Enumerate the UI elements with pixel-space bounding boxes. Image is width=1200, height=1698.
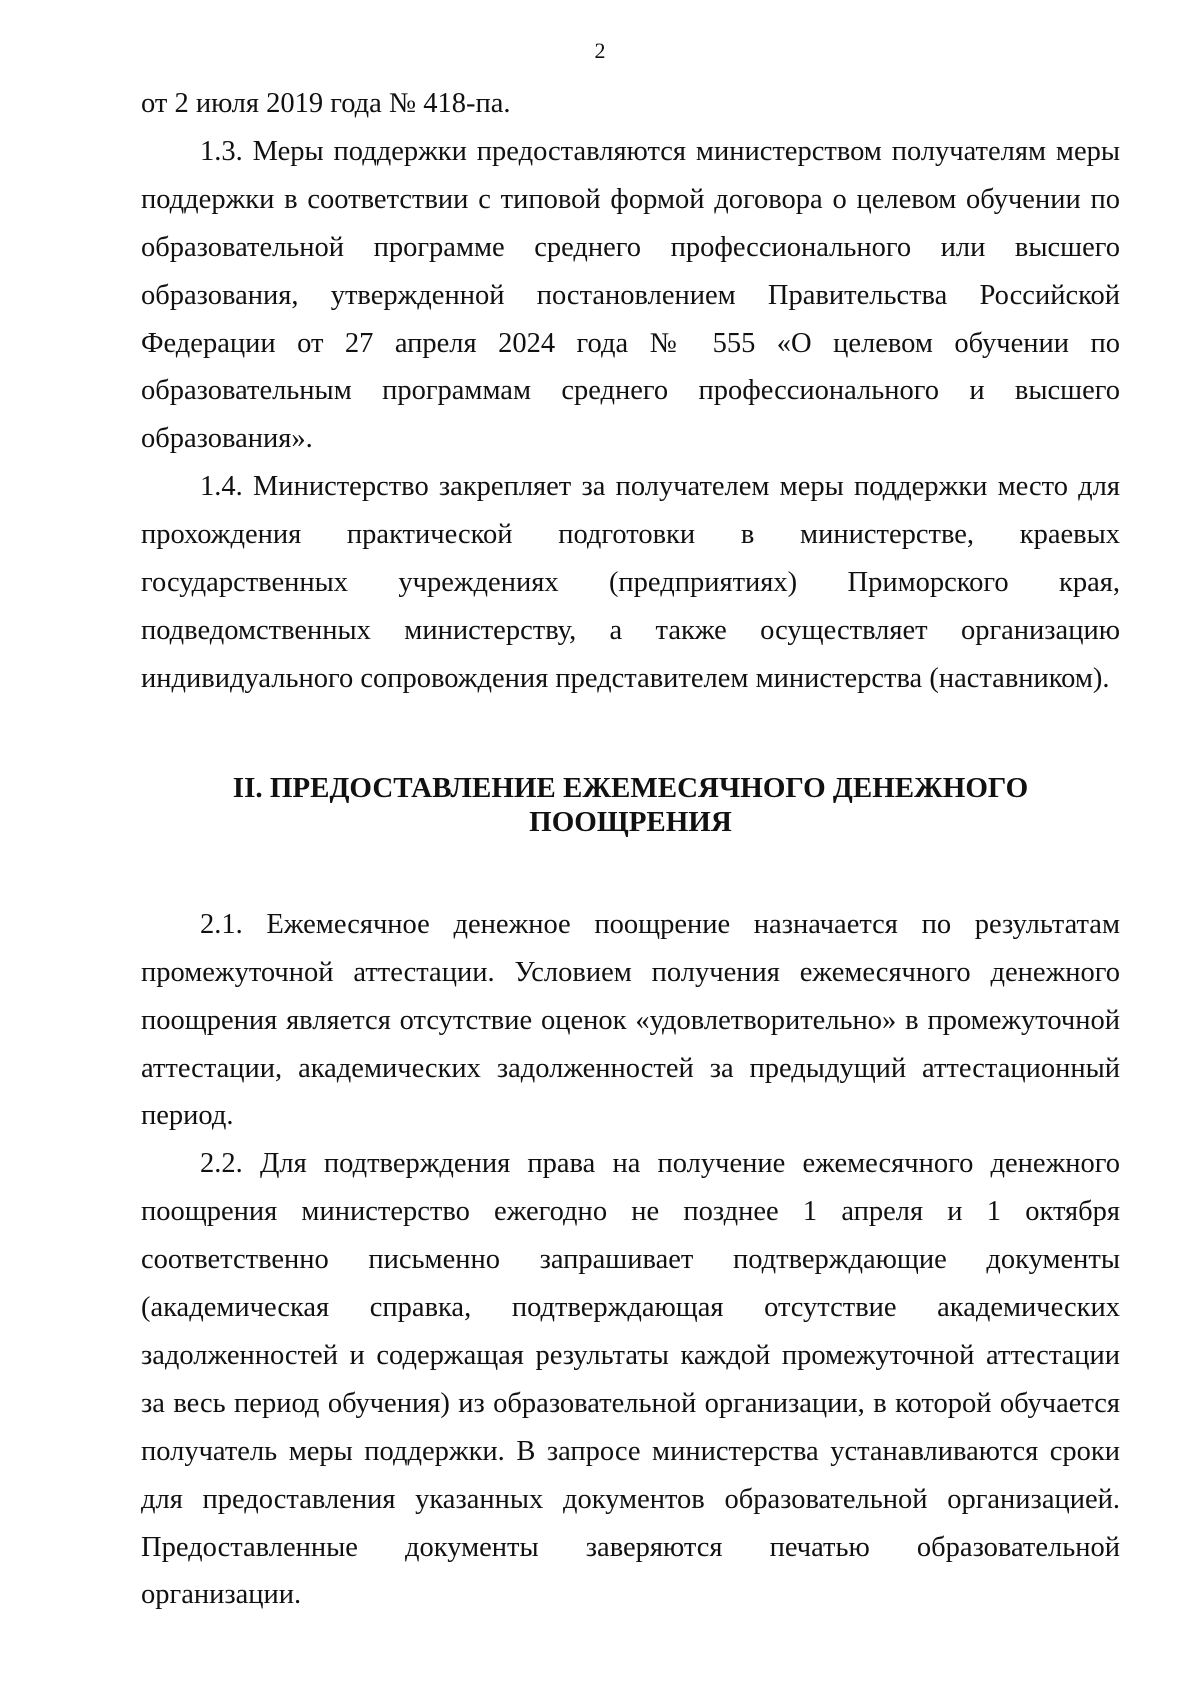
paragraph-continuation: от 2 июля 2019 года № 418-па. <box>141 88 511 119</box>
section-heading-line-2: ПООЩРЕНИЯ <box>529 805 732 838</box>
paragraph-1-4: 1.4. Министерство закрепляет за получателем меры поддержки место для прохождения практической подготовки в министерстве, краевых государственных учреждениях (предприятиях) Приморского края, подведомственных министерству, а также осуществляет организацию индивидуального сопровождения представителем министерства (наставником). <box>141 471 1120 694</box>
paragraph-1-3: 1.3. Меры поддержки предоставляются министерством получателям меры поддержки в соответствии с типовой формой договора о целевом обучении по образовательной программе среднего профессионального или высшего образования, утвержденной постановлением Правительства Российской Федерации от 27 апреля 2024 года № 555 «О целевом обучении по образовательным программам среднего профессионального и высшего образования». <box>141 135 1120 455</box>
section-heading <box>141 771 1120 839</box>
document-body <box>141 80 1120 1619</box>
paragraph-2-2: 2.2. Для подтверждения права на получение ежемесячного денежного поощрения министерство ежегодно не позднее 1 апреля и 1 октября соответственно письменно запрашивает подтверждающие документы (академическая справка, подтверждающая отсутствие академических задолженностей и содержащая результаты каждой промежуточной аттестации за весь период обучения) из образовательной организации, в которой обучается получатель меры поддержки. В запросе министерства устанавливаются сроки для предоставления указанных документов образовательной организацией. Предоставленные документы заверяются печатью образовательной организации. <box>141 1148 1120 1611</box>
section-heading-line-1: II. ПРЕДОСТАВЛЕНИЕ ЕЖЕМЕСЯЧНОГО ДЕНЕЖНОГО <box>232 771 1029 804</box>
paragraph-2-1: 2.1. Ежемесячное денежное поощрение назначается по результатам промежуточной аттестации. Условием получения ежемесячного денежного поощрения является отсутствие оценок «удовлетворительно» в промежуточной аттестации, академических задолженностей за предыдущий аттестационный период. <box>141 908 1120 1132</box>
page-number: 2 <box>594 38 606 63</box>
